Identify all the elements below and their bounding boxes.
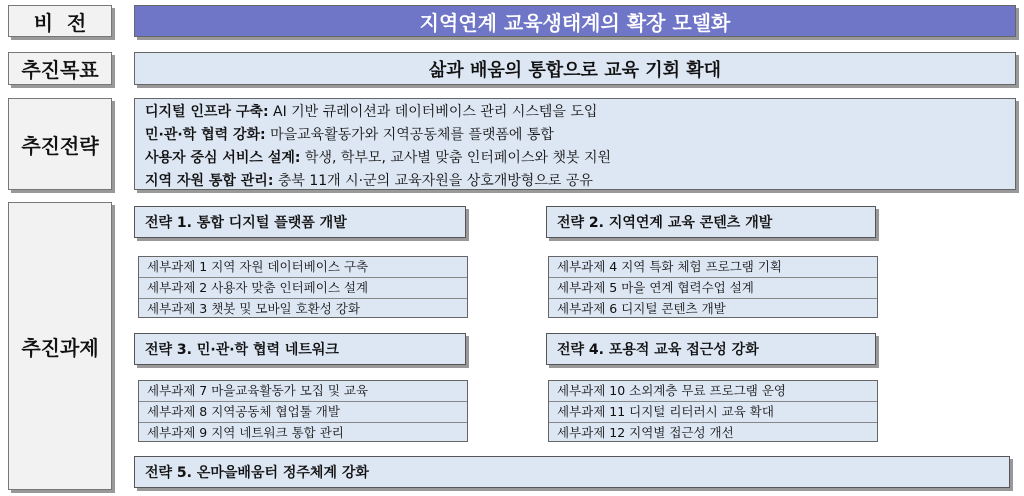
task-item: 세부과제 11 디지털 리터러시 교육 확대 <box>549 402 877 423</box>
strategy-4-task-list <box>548 380 878 442</box>
task-item: 세부과제 8 지역공동체 협업툴 개발 <box>139 402 467 423</box>
strategy-1-title: 전략 1. 통합 디지털 플랫폼 개발 <box>145 215 347 231</box>
strategy-head: 사용자 중심 서비스 설계: <box>145 150 301 166</box>
strategy-label-text: 추진전략 <box>21 133 99 158</box>
strategy-5-title: 전략 5. 온마을배움터 정주체계 강화 <box>145 465 369 481</box>
strategy-label <box>8 98 112 190</box>
strategy-1-task-list <box>138 256 468 318</box>
strategy-2-header <box>546 206 876 238</box>
strategy-head: 지역 자원 통합 관리: <box>145 173 274 189</box>
task-item: 세부과제 3 챗봇 및 모바일 호환성 강화 <box>147 301 360 316</box>
strategy-3-header <box>134 333 466 365</box>
strategy-line <box>145 124 1005 147</box>
goal-label <box>8 52 112 85</box>
strategy-3-task-list <box>138 380 468 442</box>
strategy-2-task-list <box>548 256 878 318</box>
task-item: 세부과제 9 지역 네트워크 통합 관리 <box>147 425 344 440</box>
strategy-5-header <box>134 456 1010 488</box>
task-item: 세부과제 4 지역 특화 체험 프로그램 기획 <box>549 257 877 278</box>
strategy-4-header <box>546 333 876 365</box>
strategy-1-header <box>134 206 466 238</box>
task-item: 세부과제 2 사용자 맞춤 인터페이스 설계 <box>139 278 467 299</box>
strategy-head: 디지털 인프라 구축: <box>145 104 269 120</box>
vision-bar <box>134 5 1016 37</box>
strategy-head: 민·관·학 협력 강화: <box>145 127 266 143</box>
task-item: 세부과제 12 지역별 접근성 개선 <box>557 425 734 440</box>
strategy-body: 학생, 학부모, 교사별 맞춤 인터페이스와 챗봇 지원 <box>300 150 611 166</box>
strategy-2-title: 전략 2. 지역연계 교육 콘텐츠 개발 <box>557 215 773 231</box>
strategy-body: 마을교육활동가와 지역공동체를 플랫폼에 통합 <box>265 127 554 143</box>
strategy-line <box>145 101 1005 124</box>
vision-text: 지역연계 교육생태계의 확장 모델화 <box>419 10 731 35</box>
strategy-box <box>134 98 1016 190</box>
strategy-4-title: 전략 4. 포용적 교육 접근성 강화 <box>557 342 759 358</box>
strategy-3-title: 전략 3. 민·관·학 협력 네트워크 <box>145 342 339 358</box>
tasks-label <box>8 202 112 490</box>
vision-label <box>8 5 112 37</box>
strategy-line <box>145 170 1005 193</box>
task-item: 세부과제 1 지역 자원 데이터베이스 구축 <box>139 257 467 278</box>
strategy-line <box>145 147 1005 170</box>
tasks-label-text: 추진과제 <box>21 335 99 360</box>
task-item: 세부과제 5 마을 연계 협력수업 설계 <box>549 278 877 299</box>
vision-label-text: 비 전 <box>33 10 87 35</box>
goal-label-text: 추진목표 <box>21 58 99 82</box>
task-item: 세부과제 6 디지털 콘텐츠 개발 <box>557 301 726 316</box>
strategy-body: 충북 11개 시·군의 교육자원을 상호개방형으로 공유 <box>273 173 593 189</box>
goal-bar <box>134 52 1016 85</box>
task-item: 세부과제 7 마을교육활동가 모집 및 교육 <box>139 381 467 402</box>
strategy-body: AI 기반 큐레이션과 데이터베이스 관리 시스템을 도입 <box>268 104 598 120</box>
task-item: 세부과제 10 소외계층 무료 프로그램 운영 <box>549 381 877 402</box>
goal-text: 삶과 배움의 통합으로 교육 기회 확대 <box>428 59 722 81</box>
